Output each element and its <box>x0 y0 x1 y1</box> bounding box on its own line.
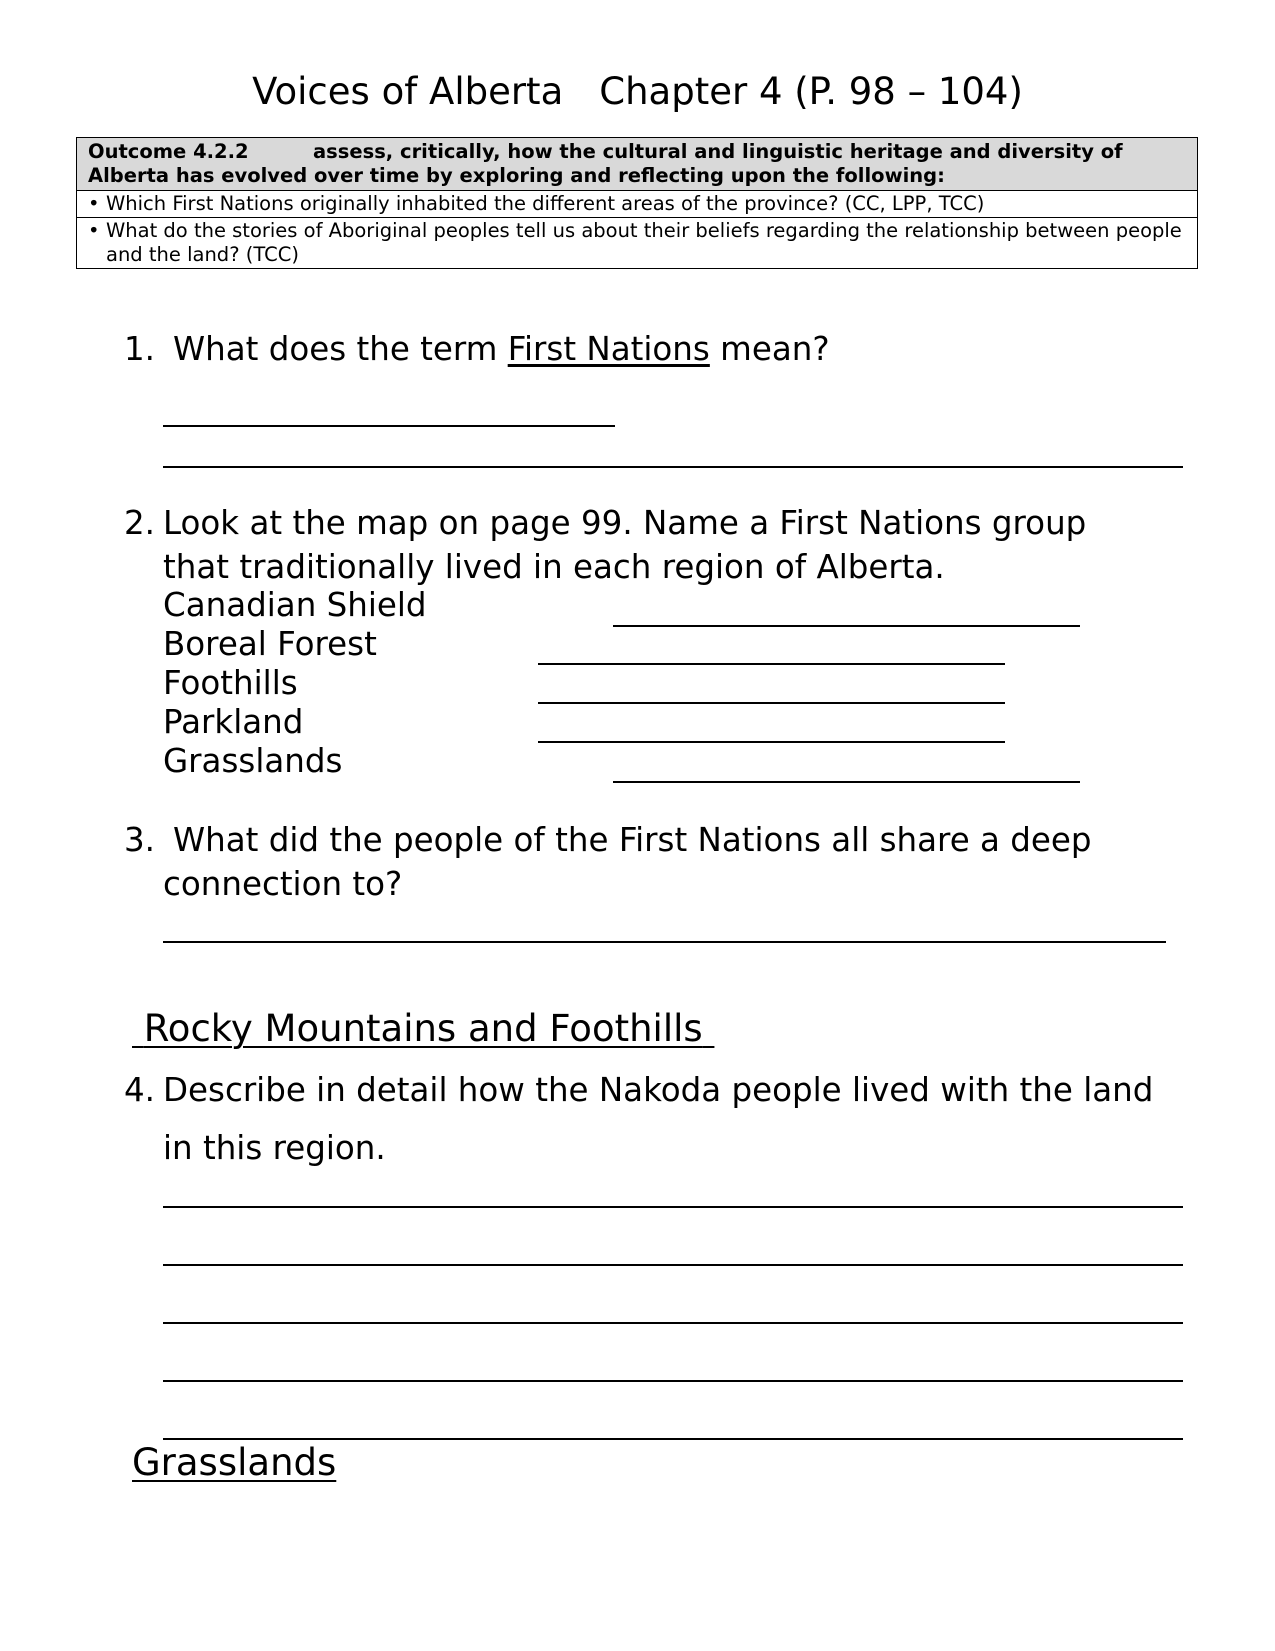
outcome-table <box>76 137 1198 269</box>
q1-number: 1. <box>124 330 156 368</box>
q2-number: 2. <box>124 504 156 542</box>
q4-answer-line[interactable] <box>163 1438 1183 1440</box>
region-label: Foothills <box>163 664 298 702</box>
outcome-header <box>77 138 1197 191</box>
q4-answer-line[interactable] <box>163 1264 1183 1266</box>
q1-text <box>173 330 830 368</box>
region-answer-line[interactable] <box>538 741 1005 743</box>
outcome-item-text: Which First Nations originally inhabited the different areas of the province? (CC, LPP, TCC) <box>106 192 985 215</box>
q3-answer-line[interactable] <box>163 941 1166 943</box>
q1-term: First Nations <box>507 330 710 368</box>
q2-line2: that traditionally lived in each region of Alberta. <box>163 548 945 586</box>
q3-number: 3. <box>124 821 156 859</box>
outcome-item <box>77 217 1197 268</box>
outcome-item <box>77 191 1197 217</box>
region-answer-line[interactable] <box>613 781 1080 783</box>
outcome-statement: assess, critically, how the cultural and linguistic heritage and diversity of Alberta has evolved over time by exploring and reflecting upon the following: <box>88 140 1123 187</box>
q4-line2: in this region. <box>163 1129 386 1167</box>
q4-answer-line[interactable] <box>163 1206 1183 1208</box>
outcome-item-text: What do the stories of Aboriginal peoples tell us about their beliefs regarding the relationship between people and the land? (TCC) <box>106 219 1182 266</box>
q3-line2: connection to? <box>163 865 403 903</box>
page-title <box>0 70 1275 113</box>
section-heading-rocky-mountains <box>132 1007 714 1050</box>
region-label: Boreal Forest <box>163 625 377 663</box>
q1-answer-line[interactable] <box>163 466 1183 468</box>
region-answer-line[interactable] <box>613 625 1080 627</box>
region-label: Grasslands <box>163 742 343 780</box>
section1-title: Rocky Mountains and Foothills <box>143 1007 703 1050</box>
q4-answer-line[interactable] <box>163 1380 1183 1382</box>
section-heading-grasslands: Grasslands <box>132 1441 337 1484</box>
title-part2: Chapter 4 (P. 98 – 104) <box>599 70 1023 113</box>
region-answer-line[interactable] <box>538 663 1005 665</box>
q4-answer-line[interactable] <box>163 1322 1183 1324</box>
q3-line1: What did the people of the First Nations all share a deep <box>173 821 1092 859</box>
outcome-label: Outcome 4.2.2 <box>88 140 249 163</box>
q4-line1: Describe in detail how the Nakoda people lived with the land <box>163 1071 1154 1109</box>
bullet-icon: • <box>88 219 100 242</box>
q4-number: 4. <box>124 1071 156 1109</box>
title-part1: Voices of Alberta <box>252 70 564 113</box>
bullet-icon: • <box>88 192 100 215</box>
q1-text-after: mean? <box>709 330 830 368</box>
region-label: Canadian Shield <box>163 586 427 624</box>
q1-text-before: What does the term <box>173 330 508 368</box>
q2-line1: Look at the map on page 99. Name a First Nations group <box>163 504 1087 542</box>
region-label: Parkland <box>163 703 304 741</box>
q1-answer-line[interactable] <box>163 425 615 427</box>
region-answer-line[interactable] <box>538 702 1005 704</box>
